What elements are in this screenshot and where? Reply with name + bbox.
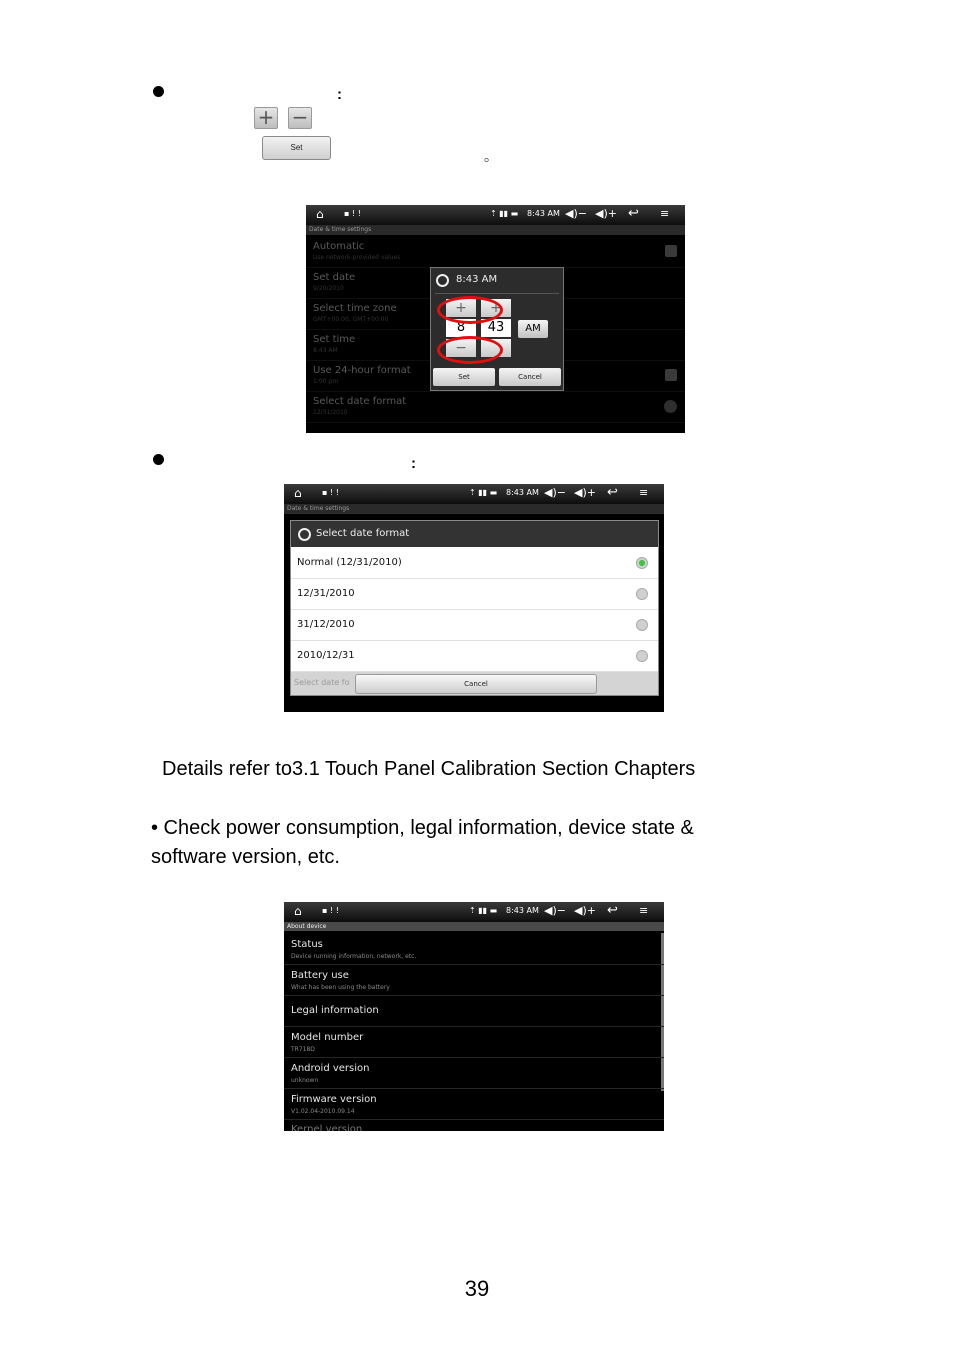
menu-icon[interactable]: ≡ bbox=[660, 207, 670, 220]
volume-down-icon[interactable]: ◀)− bbox=[544, 486, 566, 499]
setting-title: Automatic bbox=[313, 241, 365, 252]
screenshot-date-format bbox=[284, 484, 664, 712]
signal-icons: ⇡ ▮▮ ▬ bbox=[469, 488, 498, 497]
list-item[interactable] bbox=[291, 579, 658, 610]
radio-icon[interactable] bbox=[636, 650, 648, 662]
notification-icons: ▪ ! ! bbox=[322, 488, 339, 497]
about-title: Status bbox=[291, 939, 323, 950]
setting-sub: GMT+00:00, GMT+00:00 bbox=[313, 316, 389, 323]
period-mark: 。 bbox=[484, 148, 498, 164]
clock: 8:43 AM bbox=[506, 488, 539, 497]
screen-subtitle: About device bbox=[284, 922, 664, 931]
option-label: Normal (12/31/2010) bbox=[297, 557, 402, 568]
highlight-circle-minus bbox=[437, 336, 503, 364]
status-bar bbox=[284, 484, 664, 504]
setting-sub: 9/20/2010 bbox=[313, 285, 344, 292]
about-title: Kernel version bbox=[291, 1124, 363, 1131]
notification-icons: ▪ ! ! bbox=[322, 906, 339, 915]
clock: 8:43 AM bbox=[506, 906, 539, 915]
minute-plus-button[interactable]: + bbox=[481, 299, 511, 317]
date-format-dialog bbox=[290, 520, 659, 696]
dialog-title: Select date format bbox=[316, 528, 410, 539]
about-row-kernel bbox=[284, 1120, 664, 1131]
volume-up-icon[interactable]: ◀)+ bbox=[574, 904, 596, 917]
radio-icon[interactable] bbox=[636, 619, 648, 631]
chevron-down-icon bbox=[298, 528, 311, 541]
signal-icons: ⇡ ▮▮ ▬ bbox=[469, 906, 498, 915]
ampm-button[interactable]: AM bbox=[518, 320, 548, 338]
dialog-set-button[interactable]: Set bbox=[433, 368, 495, 386]
dialog-title: 8:43 AM bbox=[456, 274, 498, 285]
back-icon[interactable]: ↩ bbox=[628, 206, 639, 221]
highlight-circle-plus bbox=[437, 296, 503, 324]
colon-1: : bbox=[337, 86, 342, 103]
radio-selected-icon[interactable] bbox=[636, 557, 648, 569]
setting-title: Set time bbox=[313, 334, 356, 345]
about-row-firmware bbox=[284, 1089, 664, 1120]
home-icon[interactable]: ⌂ bbox=[294, 486, 302, 500]
setting-sub: Use network-provided values bbox=[313, 254, 401, 261]
clock-icon bbox=[436, 274, 449, 287]
home-icon[interactable]: ⌂ bbox=[316, 207, 324, 221]
menu-icon[interactable]: ≡ bbox=[639, 486, 649, 499]
volume-down-icon[interactable]: ◀)− bbox=[544, 904, 566, 917]
list-item[interactable] bbox=[291, 641, 658, 672]
radio-icon[interactable] bbox=[636, 588, 648, 600]
volume-up-icon[interactable]: ◀)+ bbox=[574, 486, 596, 499]
cancel-button[interactable]: Cancel bbox=[355, 674, 597, 694]
back-icon[interactable]: ↩ bbox=[607, 485, 618, 500]
chevron-down-icon[interactable] bbox=[664, 400, 677, 413]
checkbox-icon[interactable] bbox=[665, 245, 677, 257]
hour-minus-button[interactable]: − bbox=[446, 339, 476, 357]
minus-button-sample: − bbox=[288, 107, 312, 129]
hour-field[interactable]: 8 bbox=[446, 319, 476, 337]
volume-up-icon[interactable]: ◀)+ bbox=[595, 207, 617, 220]
about-sub: unknown bbox=[291, 1077, 319, 1084]
plus-button-sample: + bbox=[254, 107, 278, 129]
volume-down-icon[interactable]: ◀)− bbox=[565, 207, 587, 220]
hour-plus-button[interactable]: + bbox=[446, 299, 476, 317]
screenshot-about-device bbox=[284, 902, 664, 1131]
notification-icons: ▪ ! ! bbox=[344, 209, 361, 218]
dialog-footer bbox=[291, 672, 658, 695]
time-picker-dialog bbox=[430, 267, 564, 391]
setting-automatic[interactable] bbox=[306, 236, 685, 268]
setting-title: Set date bbox=[313, 272, 356, 283]
dialog-cancel-button[interactable]: Cancel bbox=[499, 368, 561, 386]
setting-sub: 12/31/2010 bbox=[313, 409, 348, 416]
option-label: 12/31/2010 bbox=[297, 588, 355, 599]
bullet-1 bbox=[153, 86, 164, 97]
option-label: 31/12/2010 bbox=[297, 619, 355, 630]
about-row-status[interactable] bbox=[284, 934, 664, 965]
about-title: Battery use bbox=[291, 970, 349, 981]
about-title: Android version bbox=[291, 1063, 370, 1074]
setting-title: Select time zone bbox=[313, 303, 397, 314]
about-title: Legal information bbox=[291, 1005, 379, 1016]
home-icon[interactable]: ⌂ bbox=[294, 904, 302, 918]
screen-subtitle: Date & time settings bbox=[284, 504, 664, 514]
status-bar bbox=[306, 205, 685, 225]
about-title: Firmware version bbox=[291, 1094, 377, 1105]
dialog-header bbox=[291, 521, 658, 547]
title-divider bbox=[435, 293, 559, 294]
about-sub: V1.02.04-2010.09.14 bbox=[291, 1108, 355, 1115]
about-row-model bbox=[284, 1027, 664, 1058]
about-sub: Device running information, network, etc. bbox=[291, 953, 417, 960]
about-sub: TR718D bbox=[291, 1046, 315, 1053]
about-title: Model number bbox=[291, 1032, 364, 1043]
list-item[interactable] bbox=[291, 548, 658, 579]
option-label: 2010/12/31 bbox=[297, 650, 355, 661]
setting-title: Select date format bbox=[313, 396, 407, 407]
about-row-battery[interactable] bbox=[284, 965, 664, 996]
about-row-legal[interactable] bbox=[284, 996, 664, 1027]
colon-2: : bbox=[411, 455, 416, 472]
check-text-line2: software version, etc. bbox=[151, 846, 340, 868]
list-item[interactable] bbox=[291, 610, 658, 641]
check-text-line1: • Check power consumption, legal information, device state & bbox=[151, 817, 694, 839]
back-icon[interactable]: ↩ bbox=[607, 903, 618, 918]
screen-subtitle: Date & time settings bbox=[306, 225, 685, 235]
status-bar bbox=[284, 902, 664, 922]
screenshot-set-time bbox=[306, 205, 685, 433]
about-row-android bbox=[284, 1058, 664, 1089]
checkbox-icon[interactable] bbox=[665, 369, 677, 381]
clock: 8:43 AM bbox=[527, 209, 560, 218]
behind-text: Select date fo bbox=[294, 678, 350, 687]
menu-icon[interactable]: ≡ bbox=[639, 904, 649, 917]
about-sub: What has been using the battery bbox=[291, 984, 390, 991]
bullet-2 bbox=[153, 454, 164, 465]
set-button-sample: Set bbox=[262, 136, 331, 160]
setting-sub: 1:00 pm bbox=[313, 378, 339, 385]
setting-date-format[interactable] bbox=[306, 391, 685, 423]
page-number: 39 bbox=[464, 1276, 490, 1301]
signal-icons: ⇡ ▮▮ ▬ bbox=[490, 209, 519, 218]
minute-field[interactable]: 43 bbox=[481, 319, 511, 337]
details-text: Details refer to3.1 Touch Panel Calibration Section Chapters bbox=[162, 758, 696, 780]
setting-title: Use 24-hour format bbox=[313, 365, 411, 376]
setting-sub: 8:43 AM bbox=[313, 347, 338, 354]
